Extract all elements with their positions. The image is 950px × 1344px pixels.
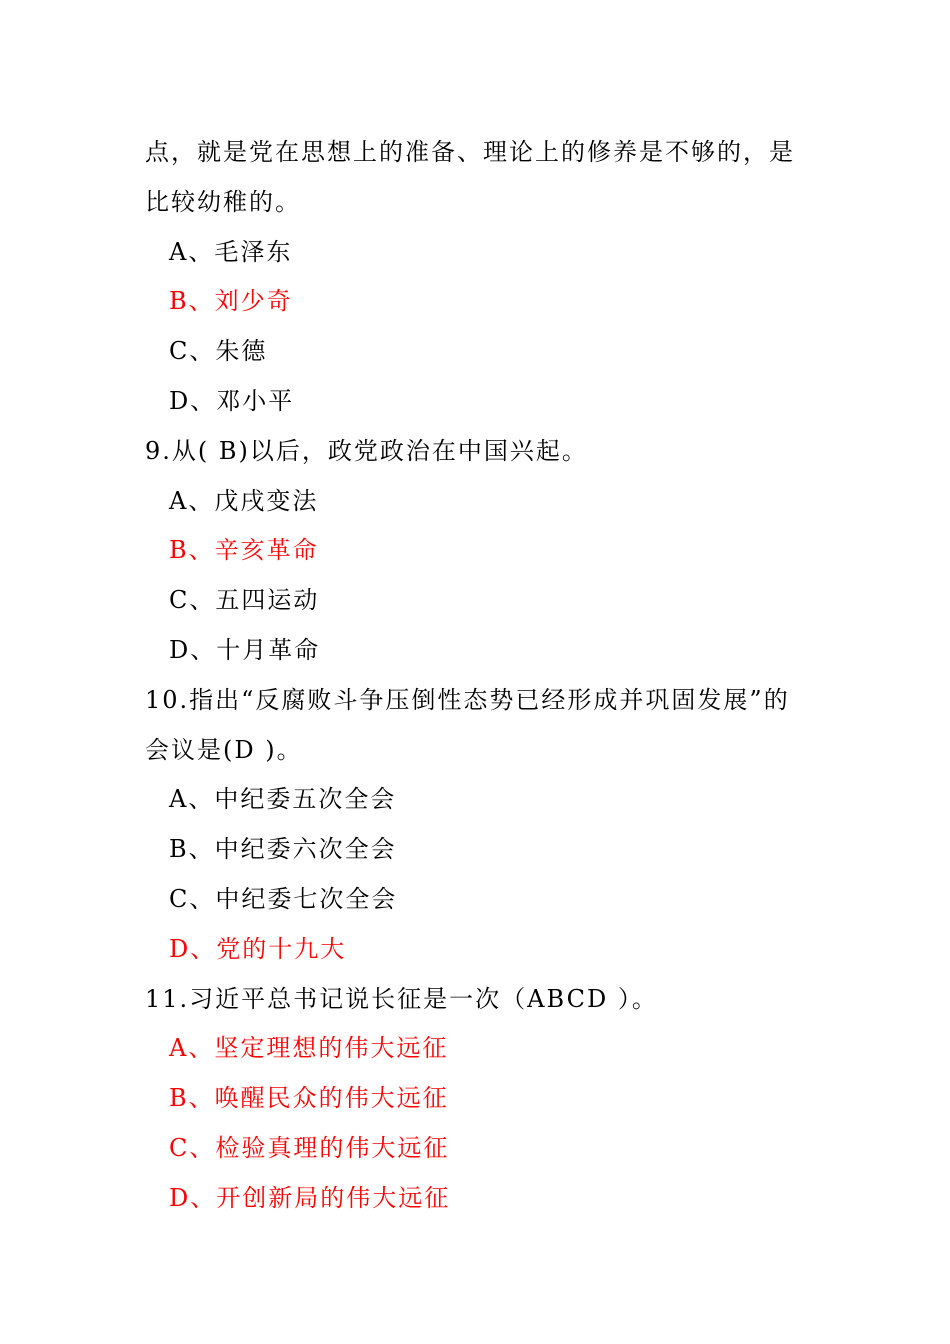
q9-option-c: C、五四运动 [169, 586, 320, 615]
question-8-continuation-line-2: 比较幼稚的。 [145, 187, 301, 216]
q11-option-c-answer: C、检验真理的伟大远征 [169, 1133, 450, 1162]
q8-option-a: A、毛泽东 [169, 237, 293, 266]
question-10-line-1: 10.指出“反腐败斗争压倒性态势已经形成并巩固发展”的 [145, 685, 790, 714]
document-body [145, 128, 815, 1224]
q8-option-c: C、朱德 [169, 337, 268, 366]
q11-option-d-answer: D、开创新局的伟大远征 [169, 1183, 451, 1212]
q10-option-d-answer: D、党的十九大 [169, 934, 347, 963]
q9-option-b-answer: B、辛亥革命 [169, 536, 319, 565]
q9-option-a: A、戊戌变法 [169, 486, 319, 515]
q10-option-b: B、中纪委六次全会 [169, 835, 397, 864]
question-8-continuation-line-1: 点，就是党在思想上的准备、理论上的修养是不够的，是 [145, 138, 795, 166]
question-10-line-2: 会议是(D )。 [145, 735, 303, 764]
q10-option-a: A、中纪委五次全会 [169, 785, 397, 814]
q8-option-d: D、邓小平 [169, 386, 295, 415]
q8-option-b-answer: B、刘少奇 [169, 287, 293, 316]
question-9: 9.从( B)以后，政党政治在中国兴起。 [145, 436, 588, 465]
q11-option-b-answer: B、唤醒民众的伟大远征 [169, 1084, 449, 1113]
question-11: 11.习近平总书记说长征是一次（ABCD ）。 [145, 984, 658, 1013]
q11-option-a-answer: A、坚定理想的伟大远征 [169, 1034, 449, 1063]
q9-option-d: D、十月革命 [169, 635, 321, 664]
q10-option-c: C、中纪委七次全会 [169, 884, 398, 913]
